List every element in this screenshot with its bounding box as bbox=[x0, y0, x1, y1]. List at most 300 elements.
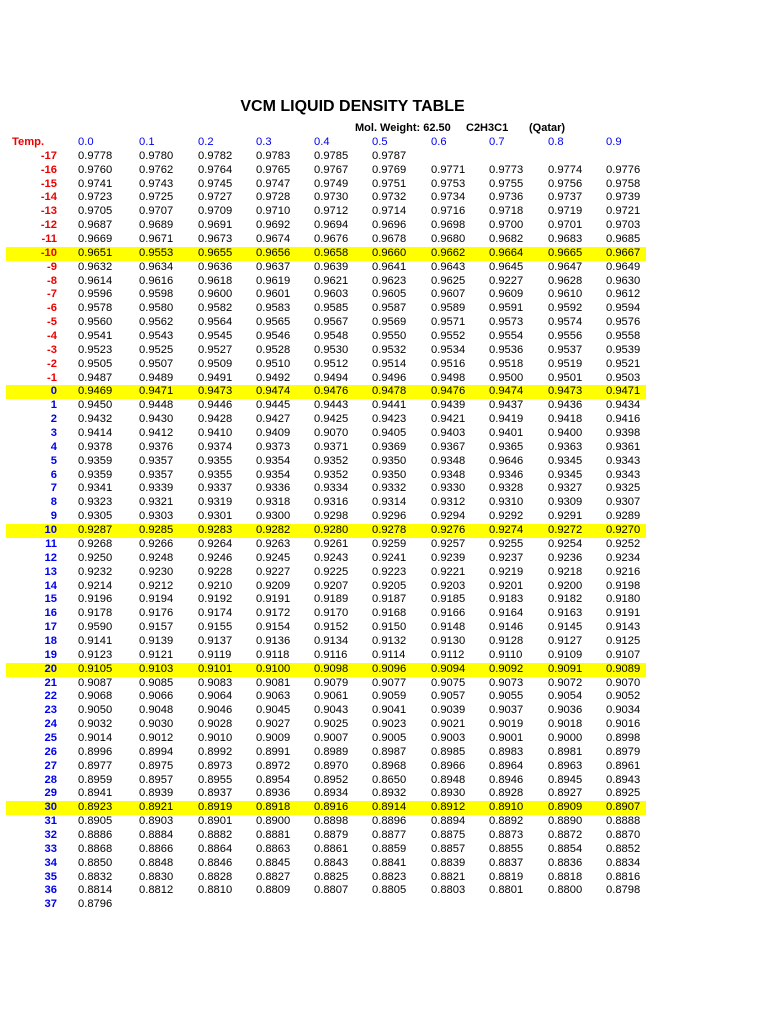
table-row bbox=[6, 399, 646, 413]
density-cell: 0.9146 bbox=[489, 621, 524, 634]
density-cell: 0.9303 bbox=[139, 510, 174, 523]
density-cell: 0.8837 bbox=[489, 856, 524, 869]
temp-cell: 24 bbox=[44, 718, 57, 731]
density-cell: 0.8989 bbox=[314, 745, 349, 758]
density-cell: 0.9241 bbox=[372, 551, 407, 564]
density-cell: 0.9419 bbox=[489, 413, 524, 426]
density-cell: 0.8964 bbox=[489, 759, 524, 772]
density-cell: 0.8801 bbox=[489, 884, 524, 897]
density-cell: 0.9678 bbox=[372, 233, 407, 246]
table-row bbox=[6, 330, 646, 344]
density-cell: 0.9634 bbox=[139, 260, 174, 273]
table-row bbox=[6, 884, 646, 898]
density-cell: 0.9070 bbox=[606, 676, 641, 689]
density-cell: 0.8819 bbox=[489, 870, 524, 883]
temp-cell: 9 bbox=[50, 510, 57, 523]
density-cell: 0.8809 bbox=[256, 884, 291, 897]
density-cell: 0.9166 bbox=[431, 607, 466, 620]
density-cell: 0.8881 bbox=[256, 828, 291, 841]
density-cell: 0.9623 bbox=[372, 274, 407, 287]
density-cell: 0.9448 bbox=[139, 399, 174, 412]
density-cell: 0.9085 bbox=[139, 676, 174, 689]
table-row bbox=[6, 538, 646, 552]
temp-cell: 31 bbox=[44, 815, 57, 828]
density-cell: 0.9000 bbox=[548, 731, 583, 744]
density-cell: 0.9132 bbox=[372, 634, 407, 647]
density-cell: 0.9471 bbox=[606, 385, 641, 398]
density-cell: 0.9489 bbox=[139, 371, 174, 384]
density-cell: 0.9107 bbox=[606, 648, 641, 661]
density-cell: 0.9600 bbox=[198, 288, 233, 301]
density-cell: 0.9369 bbox=[372, 440, 407, 453]
density-cell: 0.9328 bbox=[489, 482, 524, 495]
table-row bbox=[6, 746, 646, 760]
density-cell: 0.9210 bbox=[198, 579, 233, 592]
density-cell: 0.9647 bbox=[548, 260, 583, 273]
density-cell: 0.8952 bbox=[314, 773, 349, 786]
density-cell: 0.8983 bbox=[489, 745, 524, 758]
temp-cell: 20 bbox=[44, 662, 57, 675]
density-cell: 0.9773 bbox=[489, 163, 524, 176]
density-cell: 0.9476 bbox=[314, 385, 349, 398]
temp-cell: -7 bbox=[47, 288, 57, 301]
density-cell: 0.9612 bbox=[606, 288, 641, 301]
density-cell: 0.9234 bbox=[606, 551, 641, 564]
density-cell: 0.9443 bbox=[314, 399, 349, 412]
density-cell: 0.9274 bbox=[489, 524, 524, 537]
density-cell: 0.9050 bbox=[78, 704, 113, 717]
density-cell: 0.9573 bbox=[489, 316, 524, 329]
density-cell: 0.9323 bbox=[78, 496, 113, 509]
density-cell: 0.8868 bbox=[78, 842, 113, 855]
density-cell: 0.9471 bbox=[139, 385, 174, 398]
density-cell: 0.9398 bbox=[606, 427, 641, 440]
density-cell: 0.9096 bbox=[372, 662, 407, 675]
table-row bbox=[6, 233, 646, 247]
table-row bbox=[6, 677, 646, 691]
table-row bbox=[6, 455, 646, 469]
density-cell: 0.8932 bbox=[372, 787, 407, 800]
table-row bbox=[6, 219, 646, 233]
density-cell: 0.9674 bbox=[256, 233, 291, 246]
density-cell: 0.9421 bbox=[431, 413, 466, 426]
density-cell: 0.9252 bbox=[606, 537, 641, 550]
temp-cell: 12 bbox=[44, 551, 57, 564]
density-cell: 0.9168 bbox=[372, 607, 407, 620]
density-cell: 0.9671 bbox=[139, 233, 174, 246]
density-cell: 0.9494 bbox=[314, 371, 349, 384]
density-cell: 0.9010 bbox=[198, 731, 233, 744]
density-cell: 0.9637 bbox=[256, 260, 291, 273]
density-cell: 0.9401 bbox=[489, 427, 524, 440]
density-cell: 0.9753 bbox=[431, 177, 466, 190]
density-cell: 0.9734 bbox=[431, 191, 466, 204]
density-cell: 0.8959 bbox=[78, 773, 113, 786]
table-row bbox=[6, 635, 646, 649]
density-cell: 0.8884 bbox=[139, 828, 174, 841]
table-row bbox=[6, 593, 646, 607]
table-row bbox=[6, 815, 646, 829]
density-cell: 0.9280 bbox=[314, 524, 349, 537]
density-cell: 0.8796 bbox=[78, 898, 113, 911]
density-cell: 0.9218 bbox=[548, 565, 583, 578]
temp-cell: -5 bbox=[47, 316, 57, 329]
density-cell: 0.9155 bbox=[198, 621, 233, 634]
density-cell: 0.9081 bbox=[256, 676, 291, 689]
density-cell: 0.9346 bbox=[489, 468, 524, 481]
column-header: 0.0 bbox=[78, 136, 94, 148]
density-cell: 0.9400 bbox=[548, 427, 583, 440]
density-cell: 0.9352 bbox=[314, 468, 349, 481]
density-cell: 0.9164 bbox=[489, 607, 524, 620]
density-cell: 0.9030 bbox=[139, 718, 174, 731]
density-cell: 0.9598 bbox=[139, 288, 174, 301]
density-cell: 0.9594 bbox=[606, 302, 641, 315]
temp-cell: 11 bbox=[45, 537, 57, 550]
density-cell: 0.9439 bbox=[431, 399, 466, 412]
column-header: 0.6 bbox=[431, 136, 447, 148]
density-cell: 0.9736 bbox=[489, 191, 524, 204]
density-cell: 0.9682 bbox=[489, 233, 524, 246]
density-cell: 0.9121 bbox=[139, 648, 174, 661]
density-cell: 0.9716 bbox=[431, 205, 466, 218]
temp-cell: 6 bbox=[50, 468, 57, 481]
density-cell: 0.8870 bbox=[606, 828, 641, 841]
temp-cell: -10 bbox=[40, 246, 57, 259]
density-cell: 0.9743 bbox=[139, 177, 174, 190]
column-header: 0.7 bbox=[489, 136, 505, 148]
density-cell: 0.9348 bbox=[431, 454, 466, 467]
density-cell: 0.9143 bbox=[606, 621, 641, 634]
column-header: 0.9 bbox=[606, 136, 622, 148]
density-cell: 0.9345 bbox=[548, 454, 583, 467]
density-cell: 0.8972 bbox=[256, 759, 291, 772]
temp-cell: -2 bbox=[47, 357, 57, 370]
density-cell: 0.9343 bbox=[606, 454, 641, 467]
density-cell: 0.9319 bbox=[198, 496, 233, 509]
density-cell: 0.9001 bbox=[489, 731, 524, 744]
density-cell: 0.9787 bbox=[372, 149, 407, 162]
density-cell: 0.9009 bbox=[256, 731, 291, 744]
density-cell: 0.9112 bbox=[431, 648, 465, 661]
temp-cell: 21 bbox=[44, 676, 57, 689]
density-cell: 0.8970 bbox=[314, 759, 349, 772]
table-row-highlighted bbox=[6, 247, 646, 261]
density-cell: 0.9339 bbox=[139, 482, 174, 495]
density-cell: 0.9367 bbox=[431, 440, 466, 453]
density-cell: 0.9263 bbox=[256, 537, 291, 550]
density-cell: 0.9310 bbox=[489, 496, 524, 509]
density-cell: 0.9283 bbox=[198, 524, 233, 537]
density-cell: 0.9359 bbox=[78, 454, 113, 467]
density-cell: 0.9225 bbox=[314, 565, 349, 578]
density-cell: 0.9530 bbox=[314, 343, 349, 356]
table-row bbox=[6, 288, 646, 302]
density-cell: 0.9609 bbox=[489, 288, 524, 301]
table-row bbox=[6, 580, 646, 594]
density-cell: 0.9057 bbox=[431, 690, 466, 703]
temp-cell: 25 bbox=[44, 731, 57, 744]
density-cell: 0.9248 bbox=[139, 551, 174, 564]
density-cell: 0.9321 bbox=[139, 496, 174, 509]
density-cell: 0.8907 bbox=[606, 801, 641, 814]
density-cell: 0.9246 bbox=[198, 551, 233, 564]
density-cell: 0.8850 bbox=[78, 856, 113, 869]
density-cell: 0.9027 bbox=[256, 718, 291, 731]
density-cell: 0.9498 bbox=[431, 371, 466, 384]
density-cell: 0.8857 bbox=[431, 842, 466, 855]
density-table bbox=[6, 136, 646, 912]
density-cell: 0.8930 bbox=[431, 787, 466, 800]
density-cell: 0.9336 bbox=[256, 482, 291, 495]
density-cell: 0.9209 bbox=[256, 579, 291, 592]
density-cell: 0.9596 bbox=[78, 288, 113, 301]
density-cell: 0.8987 bbox=[372, 745, 407, 758]
density-cell: 0.9023 bbox=[372, 718, 407, 731]
density-cell: 0.9014 bbox=[78, 731, 113, 744]
density-cell: 0.9741 bbox=[78, 177, 113, 190]
density-cell: 0.9769 bbox=[372, 163, 407, 176]
temp-cell: -16 bbox=[40, 163, 57, 176]
density-cell: 0.9607 bbox=[431, 288, 466, 301]
density-cell: 0.9083 bbox=[198, 676, 233, 689]
density-cell: 0.9643 bbox=[431, 260, 466, 273]
density-cell: 0.9103 bbox=[139, 662, 174, 675]
temp-cell: -11 bbox=[41, 233, 57, 246]
density-cell: 0.9590 bbox=[78, 621, 113, 634]
temp-cell: 17 bbox=[44, 621, 57, 634]
density-cell: 0.9359 bbox=[78, 468, 113, 481]
density-cell: 0.9066 bbox=[139, 690, 174, 703]
density-cell: 0.8841 bbox=[372, 856, 407, 869]
density-cell: 0.9365 bbox=[489, 440, 524, 453]
formula: C2H3C1 bbox=[466, 122, 509, 134]
density-cell: 0.9205 bbox=[372, 579, 407, 592]
density-cell: 0.9316 bbox=[314, 496, 349, 509]
density-cell: 0.9565 bbox=[256, 316, 291, 329]
density-cell: 0.8812 bbox=[139, 884, 174, 897]
density-cell: 0.9416 bbox=[606, 413, 641, 426]
density-cell: 0.9087 bbox=[78, 676, 113, 689]
table-row bbox=[6, 413, 646, 427]
density-cell: 0.8968 bbox=[372, 759, 407, 772]
density-cell: 0.9343 bbox=[606, 468, 641, 481]
temp-cell: 34 bbox=[44, 856, 57, 869]
table-row bbox=[6, 787, 646, 801]
density-cell: 0.9180 bbox=[606, 593, 641, 606]
density-cell: 0.8994 bbox=[139, 745, 174, 758]
density-cell: 0.9491 bbox=[198, 371, 233, 384]
density-cell: 0.9183 bbox=[489, 593, 524, 606]
density-cell: 0.8939 bbox=[139, 787, 174, 800]
density-cell: 0.9774 bbox=[548, 163, 583, 176]
density-cell: 0.8877 bbox=[372, 828, 407, 841]
density-cell: 0.9739 bbox=[606, 191, 641, 204]
density-cell: 0.8879 bbox=[314, 828, 349, 841]
density-cell: 0.9371 bbox=[314, 440, 349, 453]
density-cell: 0.9709 bbox=[198, 205, 233, 218]
density-cell: 0.9574 bbox=[548, 316, 583, 329]
density-cell: 0.8854 bbox=[548, 842, 583, 855]
density-cell: 0.8919 bbox=[198, 801, 233, 814]
density-cell: 0.9239 bbox=[431, 551, 466, 564]
density-cell: 0.9355 bbox=[198, 454, 233, 467]
table-row-highlighted bbox=[6, 801, 646, 815]
density-cell: 0.9055 bbox=[489, 690, 524, 703]
density-cell: 0.9473 bbox=[198, 385, 233, 398]
table-row bbox=[6, 649, 646, 663]
table-row-highlighted bbox=[6, 524, 646, 538]
density-cell: 0.9007 bbox=[314, 731, 349, 744]
density-cell: 0.9250 bbox=[78, 551, 113, 564]
density-cell: 0.9560 bbox=[78, 316, 113, 329]
density-cell: 0.9272 bbox=[548, 524, 583, 537]
temp-cell: -9 bbox=[47, 260, 57, 273]
density-cell: 0.9270 bbox=[606, 524, 641, 537]
table-row bbox=[6, 191, 646, 205]
density-cell: 0.9689 bbox=[139, 219, 174, 232]
density-cell: 0.9136 bbox=[256, 634, 291, 647]
density-cell: 0.9376 bbox=[139, 440, 174, 453]
density-cell: 0.9191 bbox=[606, 607, 641, 620]
temp-cell: 3 bbox=[50, 427, 57, 440]
density-cell: 0.9094 bbox=[431, 662, 466, 675]
density-cell: 0.9025 bbox=[314, 718, 349, 731]
table-row bbox=[6, 690, 646, 704]
density-cell: 0.9707 bbox=[139, 205, 174, 218]
density-cell: 0.9068 bbox=[78, 690, 113, 703]
density-cell: 0.9418 bbox=[548, 413, 583, 426]
density-cell: 0.8827 bbox=[256, 870, 291, 883]
density-cell: 0.8875 bbox=[431, 828, 466, 841]
density-cell: 0.9512 bbox=[314, 357, 349, 370]
density-cell: 0.9518 bbox=[489, 357, 524, 370]
table-row bbox=[6, 718, 646, 732]
temp-cell: -15 bbox=[40, 177, 57, 190]
density-cell: 0.9691 bbox=[198, 219, 233, 232]
density-cell: 0.9337 bbox=[198, 482, 233, 495]
density-cell: 0.8848 bbox=[139, 856, 174, 869]
table-row bbox=[6, 857, 646, 871]
density-cell: 0.9578 bbox=[78, 302, 113, 315]
density-cell: 0.9412 bbox=[139, 427, 174, 440]
density-cell: 0.9656 bbox=[256, 246, 291, 259]
density-cell: 0.9469 bbox=[78, 385, 113, 398]
density-cell: 0.9172 bbox=[256, 607, 291, 620]
density-cell: 0.9223 bbox=[372, 565, 407, 578]
density-cell: 0.8961 bbox=[606, 759, 641, 772]
table-row bbox=[6, 704, 646, 718]
density-cell: 0.8979 bbox=[606, 745, 641, 758]
temp-cell: 5 bbox=[50, 454, 57, 467]
table-row bbox=[6, 510, 646, 524]
density-cell: 0.9445 bbox=[256, 399, 291, 412]
density-cell: 0.8892 bbox=[489, 815, 524, 828]
density-cell: 0.9625 bbox=[431, 274, 466, 287]
density-cell: 0.9219 bbox=[489, 565, 524, 578]
density-cell: 0.9428 bbox=[198, 413, 233, 426]
density-cell: 0.8903 bbox=[139, 815, 174, 828]
density-cell: 0.9201 bbox=[489, 579, 524, 592]
temp-cell: 22 bbox=[44, 690, 57, 703]
density-cell: 0.9576 bbox=[606, 316, 641, 329]
density-cell: 0.8955 bbox=[198, 773, 233, 786]
table-row bbox=[6, 275, 646, 289]
density-cell: 0.9732 bbox=[372, 191, 407, 204]
density-cell: 0.8886 bbox=[78, 828, 113, 841]
density-cell: 0.9601 bbox=[256, 288, 291, 301]
density-cell: 0.9473 bbox=[548, 385, 583, 398]
temp-cell: 19 bbox=[44, 648, 57, 661]
density-cell: 0.9692 bbox=[256, 219, 291, 232]
density-cell: 0.9268 bbox=[78, 537, 113, 550]
density-cell: 0.9150 bbox=[372, 621, 407, 634]
density-cell: 0.9755 bbox=[489, 177, 524, 190]
density-cell: 0.9434 bbox=[606, 399, 641, 412]
density-cell: 0.8943 bbox=[606, 773, 641, 786]
density-cell: 0.9510 bbox=[256, 357, 291, 370]
density-cell: 0.9405 bbox=[372, 427, 407, 440]
density-cell: 0.9543 bbox=[139, 330, 174, 343]
column-header: 0.4 bbox=[314, 136, 330, 148]
temp-cell: 23 bbox=[44, 704, 57, 717]
density-cell: 0.9776 bbox=[606, 163, 641, 176]
density-cell: 0.9182 bbox=[548, 593, 583, 606]
density-cell: 0.9091 bbox=[548, 662, 583, 675]
density-cell: 0.9409 bbox=[256, 427, 291, 440]
density-cell: 0.9725 bbox=[139, 191, 174, 204]
density-cell: 0.8873 bbox=[489, 828, 524, 841]
density-cell: 0.9034 bbox=[606, 704, 641, 717]
density-cell: 0.9507 bbox=[139, 357, 174, 370]
density-cell: 0.9628 bbox=[548, 274, 583, 287]
temp-cell: 37 bbox=[44, 898, 57, 911]
density-cell: 0.9028 bbox=[198, 718, 233, 731]
density-cell: 0.9061 bbox=[314, 690, 349, 703]
table-row bbox=[6, 316, 646, 330]
temp-cell: 2 bbox=[50, 413, 57, 426]
density-cell: 0.9425 bbox=[314, 413, 349, 426]
density-cell: 0.9230 bbox=[139, 565, 174, 578]
density-cell: 0.8927 bbox=[548, 787, 583, 800]
density-cell: 0.9527 bbox=[198, 343, 233, 356]
density-cell: 0.9119 bbox=[198, 648, 232, 661]
density-cell: 0.9427 bbox=[256, 413, 291, 426]
table-header-row bbox=[6, 136, 646, 150]
density-cell: 0.9582 bbox=[198, 302, 233, 315]
density-cell: 0.8954 bbox=[256, 773, 291, 786]
density-cell: 0.8823 bbox=[372, 870, 407, 883]
density-cell: 0.9636 bbox=[198, 260, 233, 273]
density-cell: 0.8934 bbox=[314, 787, 349, 800]
density-cell: 0.9721 bbox=[606, 205, 641, 218]
temp-cell: -12 bbox=[40, 219, 57, 232]
density-cell: 0.9291 bbox=[548, 510, 583, 523]
density-cell: 0.8901 bbox=[198, 815, 233, 828]
table-row bbox=[6, 164, 646, 178]
density-cell: 0.9712 bbox=[314, 205, 349, 218]
density-cell: 0.8912 bbox=[431, 801, 466, 814]
density-cell: 0.9760 bbox=[78, 163, 113, 176]
density-cell: 0.9714 bbox=[372, 205, 407, 218]
temp-cell: 1 bbox=[50, 399, 57, 412]
density-cell: 0.9301 bbox=[198, 510, 233, 523]
density-cell: 0.9432 bbox=[78, 413, 113, 426]
density-cell: 0.9585 bbox=[314, 302, 349, 315]
density-cell: 0.9194 bbox=[139, 593, 174, 606]
density-cell: 0.9765 bbox=[256, 163, 291, 176]
density-cell: 0.9632 bbox=[78, 260, 113, 273]
